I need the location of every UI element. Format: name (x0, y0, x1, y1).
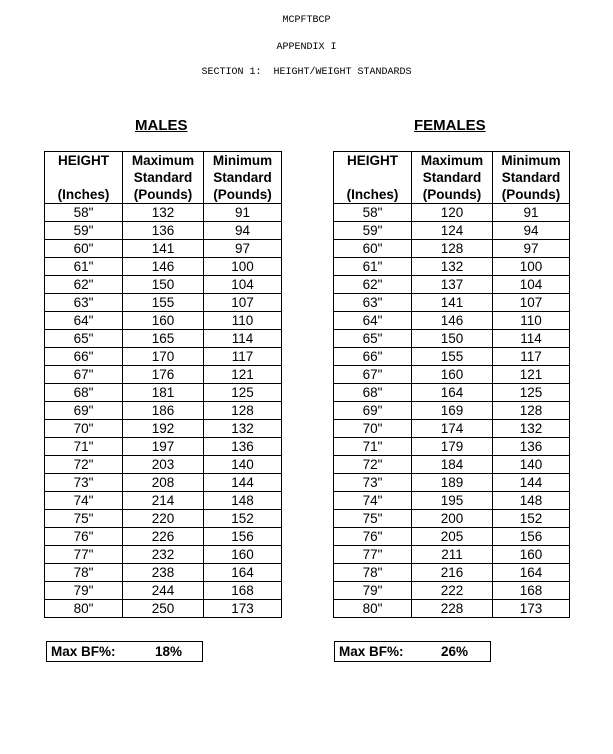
height-cell: 73" (334, 474, 412, 492)
max-weight-cell: 169 (412, 402, 493, 420)
females-max-bodyfat (334, 641, 491, 662)
max-weight-cell: 250 (123, 600, 204, 618)
min-weight-cell: 94 (493, 222, 570, 240)
min-weight-cell: 132 (204, 420, 282, 438)
females-table (333, 151, 570, 618)
max-weight-cell: 192 (123, 420, 204, 438)
table-row (334, 348, 570, 366)
max-weight-cell: 176 (123, 366, 204, 384)
min-weight-cell: 152 (204, 510, 282, 528)
table-row (45, 546, 282, 564)
max-weight-cell: 238 (123, 564, 204, 582)
table-row (45, 564, 282, 582)
height-cell: 61" (334, 258, 412, 276)
document-id: MCPFTBCP (282, 15, 331, 26)
header-max: Maximum (412, 152, 493, 170)
max-weight-cell: 186 (123, 402, 204, 420)
table-row (334, 330, 570, 348)
table-row (334, 366, 570, 384)
max-weight-cell: 220 (123, 510, 204, 528)
header-height: HEIGHT (45, 152, 123, 170)
height-cell: 64" (45, 312, 123, 330)
min-weight-cell: 110 (493, 312, 570, 330)
table-row (45, 330, 282, 348)
max-bf-value: 18% (155, 644, 183, 659)
max-weight-cell: 160 (412, 366, 493, 384)
min-weight-cell: 107 (204, 294, 282, 312)
table-row (45, 438, 282, 456)
max-weight-cell: 155 (123, 294, 204, 312)
header-max-unit: (Pounds) (123, 186, 204, 204)
min-weight-cell: 168 (204, 582, 282, 600)
table-row (334, 546, 570, 564)
height-cell: 65" (45, 330, 123, 348)
header-height: HEIGHT (334, 152, 412, 170)
min-weight-cell: 117 (493, 348, 570, 366)
max-weight-cell: 174 (412, 420, 493, 438)
header-min-2: Standard (204, 169, 282, 186)
max-weight-cell: 232 (123, 546, 204, 564)
height-cell: 66" (45, 348, 123, 366)
max-weight-cell: 184 (412, 456, 493, 474)
min-weight-cell: 148 (493, 492, 570, 510)
max-weight-cell: 200 (412, 510, 493, 528)
table-row (334, 240, 570, 258)
height-cell: 79" (334, 582, 412, 600)
min-weight-cell: 173 (493, 600, 570, 618)
max-weight-cell: 181 (123, 384, 204, 402)
table-row (45, 510, 282, 528)
max-weight-cell: 141 (123, 240, 204, 258)
max-weight-cell: 120 (412, 204, 493, 222)
height-cell: 74" (45, 492, 123, 510)
table-row (45, 528, 282, 546)
max-bf-label: Max BF%: (339, 644, 404, 659)
height-cell: 74" (334, 492, 412, 510)
min-weight-cell: 136 (493, 438, 570, 456)
min-weight-cell: 132 (493, 420, 570, 438)
max-bf-value: 26% (441, 644, 469, 659)
height-cell: 68" (334, 384, 412, 402)
table-row (334, 528, 570, 546)
females-title: FEMALES (414, 117, 486, 134)
height-cell: 63" (334, 294, 412, 312)
table-row (45, 222, 282, 240)
max-weight-cell: 228 (412, 600, 493, 618)
max-weight-cell: 137 (412, 276, 493, 294)
table-row (45, 240, 282, 258)
height-cell: 59" (45, 222, 123, 240)
table-row (334, 402, 570, 420)
table-row (45, 582, 282, 600)
height-cell: 59" (334, 222, 412, 240)
height-cell: 63" (45, 294, 123, 312)
height-cell: 58" (45, 204, 123, 222)
min-weight-cell: 156 (493, 528, 570, 546)
min-weight-cell: 125 (204, 384, 282, 402)
min-weight-cell: 140 (204, 456, 282, 474)
height-cell: 61" (45, 258, 123, 276)
height-cell: 65" (334, 330, 412, 348)
table-row (45, 456, 282, 474)
min-weight-cell: 144 (493, 474, 570, 492)
header-min-2: Standard (493, 169, 570, 186)
min-weight-cell: 128 (204, 402, 282, 420)
max-weight-cell: 222 (412, 582, 493, 600)
table-row (334, 474, 570, 492)
height-cell: 62" (45, 276, 123, 294)
min-weight-cell: 144 (204, 474, 282, 492)
height-cell: 69" (45, 402, 123, 420)
males-max-bodyfat (46, 641, 203, 662)
table-row (45, 600, 282, 618)
height-cell: 75" (45, 510, 123, 528)
header-min-unit: (Pounds) (493, 186, 570, 204)
min-weight-cell: 114 (493, 330, 570, 348)
height-cell: 71" (45, 438, 123, 456)
min-weight-cell: 128 (493, 402, 570, 420)
header-height-unit: (Inches) (45, 186, 123, 204)
min-weight-cell: 160 (493, 546, 570, 564)
height-cell: 69" (334, 402, 412, 420)
height-cell: 76" (45, 528, 123, 546)
table-row (334, 258, 570, 276)
height-cell: 70" (45, 420, 123, 438)
min-weight-cell: 97 (204, 240, 282, 258)
min-weight-cell: 136 (204, 438, 282, 456)
max-weight-cell: 170 (123, 348, 204, 366)
min-weight-cell: 107 (493, 294, 570, 312)
table-row (45, 348, 282, 366)
table-row (334, 510, 570, 528)
min-weight-cell: 100 (204, 258, 282, 276)
min-weight-cell: 148 (204, 492, 282, 510)
min-weight-cell: 97 (493, 240, 570, 258)
table-row (334, 276, 570, 294)
height-cell: 79" (45, 582, 123, 600)
header-min: Minimum (204, 152, 282, 170)
max-weight-cell: 205 (412, 528, 493, 546)
height-cell: 68" (45, 384, 123, 402)
max-weight-cell: 208 (123, 474, 204, 492)
appendix-title: APPENDIX I (276, 42, 337, 53)
max-weight-cell: 214 (123, 492, 204, 510)
max-weight-cell: 150 (123, 276, 204, 294)
max-weight-cell: 160 (123, 312, 204, 330)
header-height-2 (334, 169, 412, 186)
header-max: Maximum (123, 152, 204, 170)
max-bf-label: Max BF%: (51, 644, 116, 659)
table-row (334, 600, 570, 618)
table-row (334, 312, 570, 330)
min-weight-cell: 94 (204, 222, 282, 240)
height-cell: 77" (45, 546, 123, 564)
table-row (45, 366, 282, 384)
min-weight-cell: 121 (493, 366, 570, 384)
header-height-2 (45, 169, 123, 186)
min-weight-cell: 164 (493, 564, 570, 582)
max-weight-cell: 146 (123, 258, 204, 276)
min-weight-cell: 104 (204, 276, 282, 294)
min-weight-cell: 164 (204, 564, 282, 582)
min-weight-cell: 168 (493, 582, 570, 600)
max-weight-cell: 150 (412, 330, 493, 348)
max-weight-cell: 226 (123, 528, 204, 546)
height-cell: 70" (334, 420, 412, 438)
table-row (334, 564, 570, 582)
min-weight-cell: 121 (204, 366, 282, 384)
min-weight-cell: 91 (204, 204, 282, 222)
max-weight-cell: 216 (412, 564, 493, 582)
height-cell: 72" (45, 456, 123, 474)
height-cell: 58" (334, 204, 412, 222)
table-row (334, 294, 570, 312)
max-weight-cell: 124 (412, 222, 493, 240)
height-cell: 73" (45, 474, 123, 492)
height-cell: 72" (334, 456, 412, 474)
height-cell: 77" (334, 546, 412, 564)
max-weight-cell: 195 (412, 492, 493, 510)
max-weight-cell: 132 (123, 204, 204, 222)
height-cell: 60" (334, 240, 412, 258)
min-weight-cell: 110 (204, 312, 282, 330)
table-row (45, 276, 282, 294)
max-weight-cell: 179 (412, 438, 493, 456)
max-weight-cell: 211 (412, 546, 493, 564)
min-weight-cell: 125 (493, 384, 570, 402)
table-row (334, 582, 570, 600)
table-row (45, 258, 282, 276)
min-weight-cell: 160 (204, 546, 282, 564)
header-min-unit: (Pounds) (204, 186, 282, 204)
min-weight-cell: 91 (493, 204, 570, 222)
max-weight-cell: 165 (123, 330, 204, 348)
table-row (334, 222, 570, 240)
max-weight-cell: 136 (123, 222, 204, 240)
height-cell: 67" (334, 366, 412, 384)
table-row (45, 204, 282, 222)
height-cell: 66" (334, 348, 412, 366)
height-cell: 76" (334, 528, 412, 546)
header-max-2: Standard (123, 169, 204, 186)
min-weight-cell: 114 (204, 330, 282, 348)
max-weight-cell: 244 (123, 582, 204, 600)
max-weight-cell: 132 (412, 258, 493, 276)
max-weight-cell: 203 (123, 456, 204, 474)
min-weight-cell: 140 (493, 456, 570, 474)
max-weight-cell: 155 (412, 348, 493, 366)
height-cell: 60" (45, 240, 123, 258)
table-row (45, 294, 282, 312)
height-cell: 80" (45, 600, 123, 618)
max-weight-cell: 141 (412, 294, 493, 312)
min-weight-cell: 104 (493, 276, 570, 294)
height-cell: 80" (334, 600, 412, 618)
height-cell: 62" (334, 276, 412, 294)
max-weight-cell: 146 (412, 312, 493, 330)
min-weight-cell: 117 (204, 348, 282, 366)
max-weight-cell: 128 (412, 240, 493, 258)
max-weight-cell: 197 (123, 438, 204, 456)
height-cell: 78" (45, 564, 123, 582)
header-height-unit: (Inches) (334, 186, 412, 204)
table-row (334, 204, 570, 222)
table-row (334, 492, 570, 510)
min-weight-cell: 152 (493, 510, 570, 528)
table-row (334, 456, 570, 474)
height-cell: 71" (334, 438, 412, 456)
height-cell: 75" (334, 510, 412, 528)
table-row (45, 402, 282, 420)
header-max-unit: (Pounds) (412, 186, 493, 204)
table-row (334, 420, 570, 438)
height-cell: 78" (334, 564, 412, 582)
table-row (45, 384, 282, 402)
min-weight-cell: 100 (493, 258, 570, 276)
height-cell: 64" (334, 312, 412, 330)
table-row (45, 474, 282, 492)
males-title: MALES (135, 117, 188, 134)
section-title: SECTION 1: HEIGHT/WEIGHT STANDARDS (201, 67, 412, 78)
table-row (334, 438, 570, 456)
header-min: Minimum (493, 152, 570, 170)
max-weight-cell: 164 (412, 384, 493, 402)
males-table (44, 151, 282, 618)
min-weight-cell: 173 (204, 600, 282, 618)
table-row (45, 420, 282, 438)
max-weight-cell: 189 (412, 474, 493, 492)
table-row (334, 384, 570, 402)
table-row (45, 492, 282, 510)
header-max-2: Standard (412, 169, 493, 186)
height-cell: 67" (45, 366, 123, 384)
min-weight-cell: 156 (204, 528, 282, 546)
table-row (45, 312, 282, 330)
